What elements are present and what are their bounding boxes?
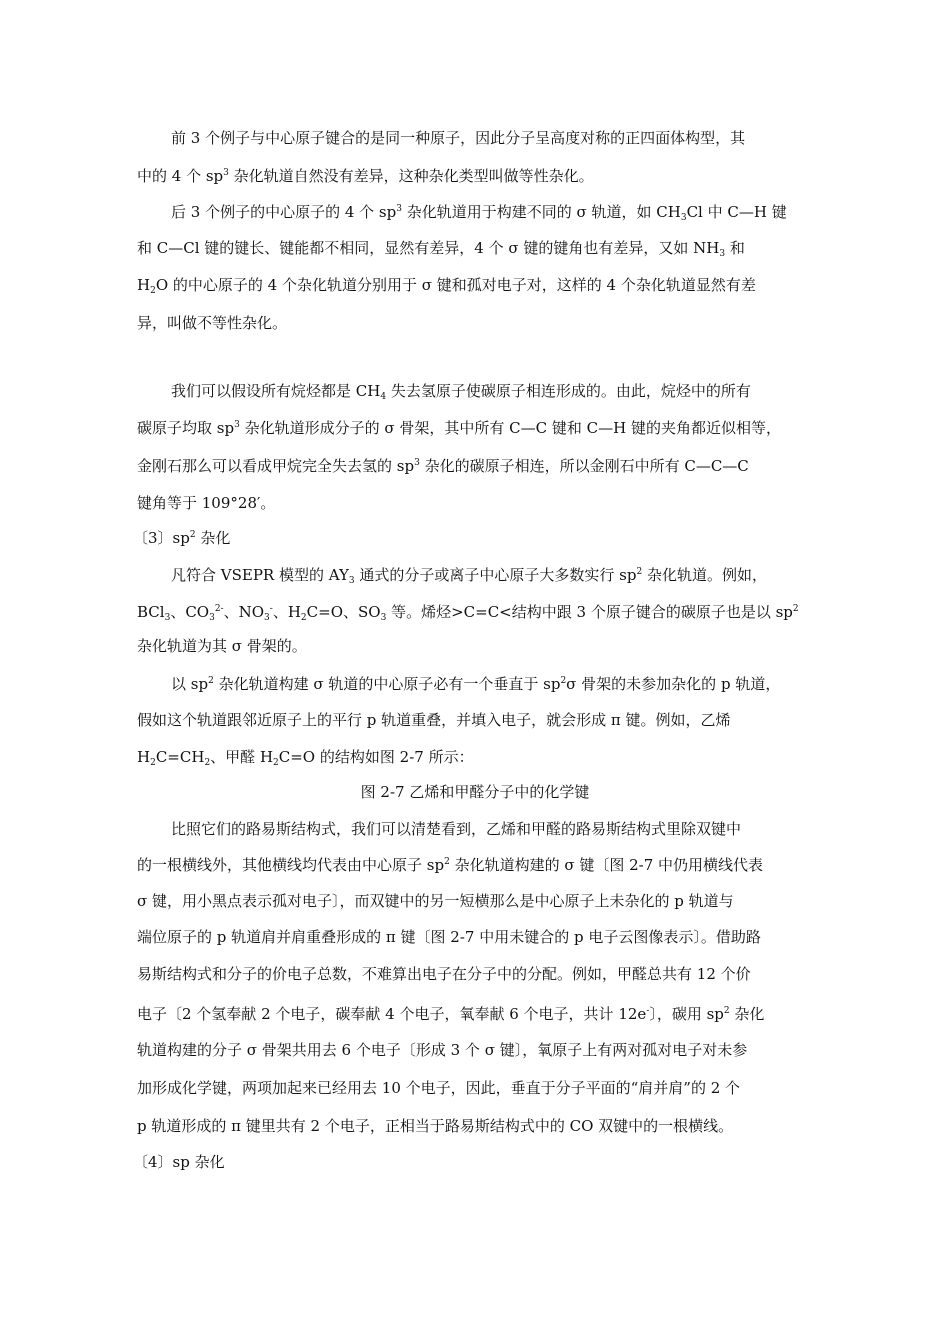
- section-heading-sp2: 〔3〕$sp^2$ 杂化: [133, 529, 231, 547]
- text-line: 假如这个轨道跟邻近原子上的平行 p 轨道重叠，并填入电子，就会形成 π 键。例如，乙烯: [137, 711, 731, 729]
- text-line: 和 C—Cl 键的键长、键能都不相同，显然有差异，4 个 σ 键的键角也有差异，又如 $NH_3$ 和: [137, 239, 745, 259]
- text-line: 凡符合 VSEPR 模型的 $AY_3$ 通式的分子或离子中心原子大多数实行 $sp^2$ 杂化轨道。例如，: [171, 566, 767, 586]
- text-line: 比照它们的路易斯结构式，我们可以清楚看到，乙烯和甲醛的路易斯结构式里除双键中: [171, 820, 742, 838]
- text-line: σ 键，用小黑点表示孤对电子〕，而双键中的另一短横那么是中心原子上未杂化的 p 轨道与: [137, 892, 734, 910]
- text-line: 端位原子的 p 轨道肩并肩重叠形成的 π 键〔图 2-7 中用未键合的 p 电子云图像表示〕。借助路: [137, 928, 761, 946]
- text-line: p 轨道形成的 π 键里共有 2 个电子，正相当于路易斯结构式中的 CO 双键中的一根横线。: [137, 1117, 734, 1135]
- text-line: $H_2C=CH_2$、甲醛 $H_2C=O$ 的结构如图 2-7 所示：: [137, 748, 474, 768]
- text-line: BCl$_3$、$CO_3^{2-}$、$NO_3^-$、$H_2C=O$、$SO_3$ 等。烯烃>C=C<结构中跟 3 个原子键合的碳原子也是以 $sp^2$: [137, 603, 799, 623]
- text-line: 后 3 个例子的中心原子的 4 个 $sp^3$ 杂化轨道用于构建不同的 σ 轨道，如 $CH_3Cl$ 中 C—H 键: [171, 203, 787, 223]
- text-line: 我们可以假设所有烷烃都是 $CH_4$ 失去氢原子使碳原子相连形成的。由此，烷烃中的所有: [171, 382, 751, 402]
- text-line: 轨道构建的分子 σ 骨架共用去 6 个电子〔形成 3 个 σ 键〕，氧原子上有两对孤对电子对未参: [137, 1041, 748, 1059]
- text-line: 中的 4 个 $sp^3$ 杂化轨道自然没有差异，这种杂化类型叫做等性杂化。: [137, 167, 594, 185]
- text-line: 键角等于 109°28′。: [137, 494, 276, 512]
- text-line: 金刚石那么可以看成甲烷完全失去氢的 $sp^3$ 杂化的碳原子相连，所以金刚石中所有 C—C—C: [137, 457, 749, 475]
- text-line: 加形成化学键，两项加起来已经用去 10 个电子，因此，垂直于分子平面的“肩并肩”的 2 个: [137, 1079, 741, 1097]
- text-line: 易斯结构式和分子的价电子总数，不难算出电子在分子中的分配。例如，甲醛总共有 12 个价: [137, 965, 751, 983]
- text-line: 的一根横线外，其他横线均代表由中心原子 $sp^2$ 杂化轨道构建的 σ 键〔图 2-7 中仍用横线代表: [137, 856, 764, 874]
- text-line: 杂化轨道为其 σ 骨架的。: [137, 637, 307, 655]
- text-line: $H_2O$ 的中心原子的 4 个杂化轨道分别用于 σ 键和孤对电子对，这样的 4 个杂化轨道显然有差: [137, 276, 756, 296]
- text-line: 以 $sp^2$ 杂化轨道构建 σ 轨道的中心原子必有一个垂直于 $sp^2\sigma$ 骨架的未参加杂化的 p 轨道，: [171, 675, 781, 693]
- text-line: 电子〔2 个氢奉献 2 个电子，碳奉献 4 个电子，氧奉献 6 个电子，共计 12e-〕，碳用 $sp^2$ 杂化: [137, 1005, 765, 1023]
- figure-caption: 图 2-7 乙烯和甲醛分子中的化学键: [360, 783, 590, 801]
- text-line: 碳原子均取 $sp^3$ 杂化轨道形成分子的 σ 骨架，其中所有 C—C 键和 C—H 键的夹角都近似相等，: [137, 419, 781, 437]
- text-line: 异，叫做不等性杂化。: [137, 314, 288, 332]
- text-line: 前 3 个例子与中心原子键合的是同一种原子，因此分子呈高度对称的正四面体构型，其: [171, 129, 746, 147]
- section-heading-sp: 〔4〕sp 杂化: [133, 1153, 225, 1171]
